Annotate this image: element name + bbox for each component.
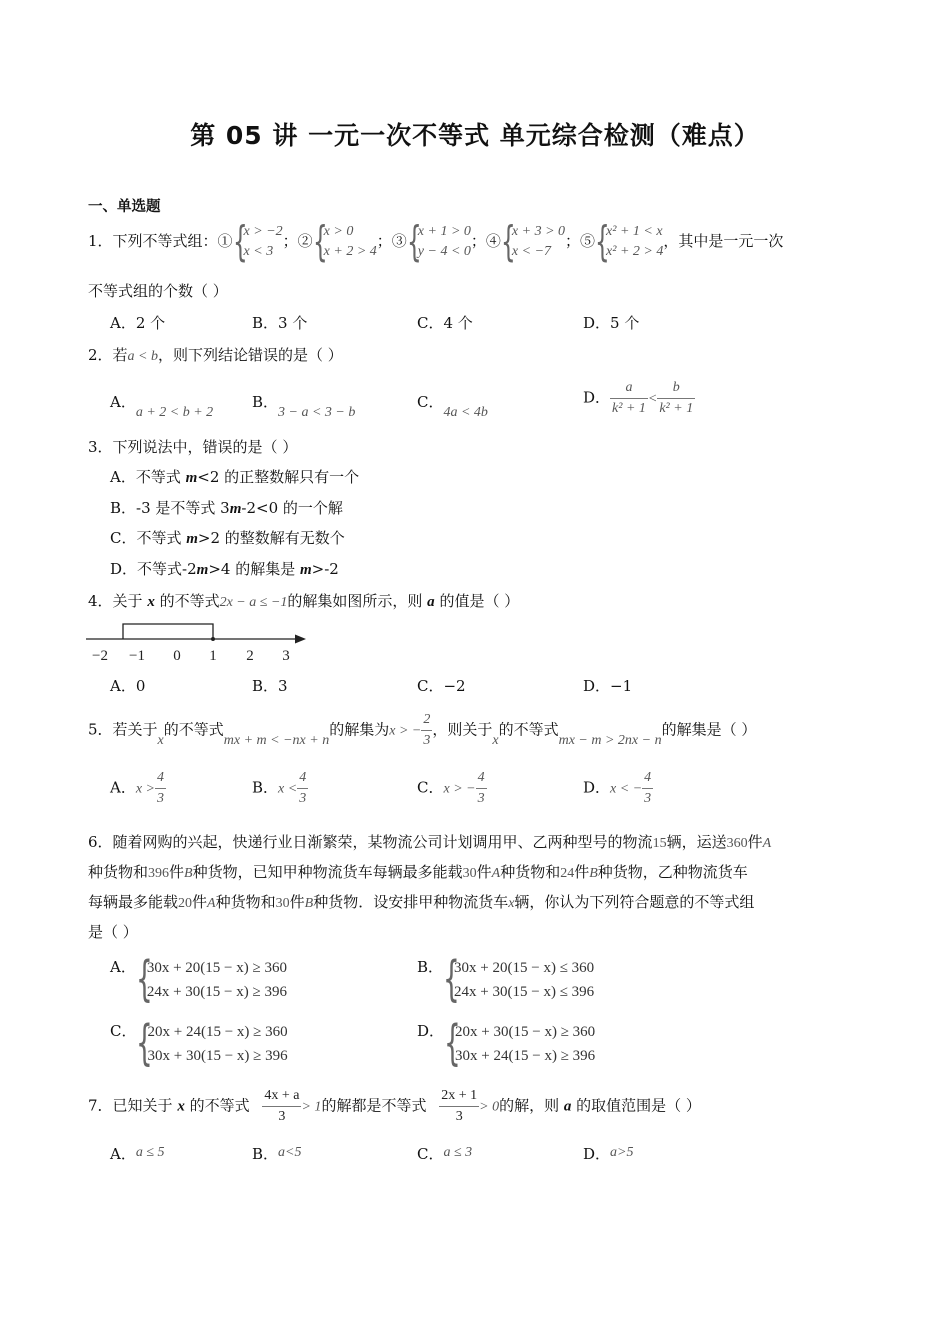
- q7-option-a[interactable]: A．a ≤ 5: [110, 1145, 165, 1163]
- q6-option-d[interactable]: D． { 20x + 30(15 − x) ≥ 360 30x + 24(15 − x) ≥ 396: [417, 1015, 596, 1071]
- q2-option-b[interactable]: B．3 − a < 3 − b: [252, 393, 356, 420]
- q6-option-b[interactable]: B． { 30x + 20(15 − x) ≤ 360 24x + 30(15 − x) ≤ 396: [417, 951, 595, 1007]
- q5-option-c[interactable]: C．x > − $\frac{4}{3}$: [417, 768, 487, 809]
- question-6-line-2: 种货物和396件B种货物，已知甲种物流货车每辆最多能载30件A种货物和24件B种货物，乙种物流货车: [88, 863, 748, 881]
- tick-label: 1: [209, 648, 217, 664]
- q1-option-d[interactable]: D．5 个: [583, 314, 640, 332]
- q7-option-b[interactable]: B．a<5: [252, 1145, 302, 1163]
- q7-option-d[interactable]: D．a>5: [583, 1145, 634, 1163]
- q5-option-b[interactable]: B．x < $\frac{4}{3}$: [252, 768, 308, 809]
- tick-label: 2: [246, 648, 254, 664]
- q1-system-2: { x > 0 x + 2 > 4: [312, 217, 377, 266]
- q2-option-d[interactable]: D． $\frac{a}{\text{k² + 1}}$ < $\frac{b}{\text{k² + 1}}$: [583, 378, 695, 419]
- q2-option-c[interactable]: C．4a < 4b: [417, 393, 488, 420]
- number-line-arrow: [295, 635, 306, 644]
- section-heading: 一、单选题: [88, 199, 161, 215]
- q5-option-a[interactable]: A．x > $\frac{4}{3}$: [110, 768, 166, 809]
- q6-option-a[interactable]: A． { 30x + 20(15 − x) ≥ 360 24x + 30(15 − x) ≥ 396: [110, 951, 287, 1007]
- q1-system-5: { x² + 1 < x x² + 2 > 4: [595, 217, 664, 266]
- q4-option-c[interactable]: C．−2: [417, 677, 466, 695]
- page-title: 第 05 讲 一元一次不等式 单元综合检测（难点）: [190, 121, 760, 150]
- question-1-stem: 1．下列不等式组：① { x > −2 x < 3 ；② { x > 0 x + 2 > 4 ；③ { x + 1 > 0 y − 4 < 0 ；④ { x + 3 > 0 x < −7 ；⑤ { x² + 1 < x x² + 2 > 4 ，其中是一元一次: [88, 217, 784, 266]
- q2-option-a[interactable]: A．a + 2 < b + 2: [110, 393, 214, 420]
- question-2-stem: 2．若a < b，则下列结论错误的是（ ）: [88, 346, 343, 364]
- q1-system-4: { x + 3 > 0 x < −7: [500, 217, 566, 266]
- q1-option-c[interactable]: C．4 个: [417, 314, 473, 332]
- q6-option-c[interactable]: C． { 20x + 24(15 − x) ≥ 360 30x + 30(15 − x) ≥ 396: [110, 1015, 288, 1071]
- number-line: [86, 618, 316, 668]
- q1-option-b[interactable]: B．3 个: [252, 314, 308, 332]
- q1-option-a[interactable]: A．2 个: [110, 314, 166, 332]
- q3-option-c[interactable]: C．不等式 m>2 的整数解有无数个: [110, 529, 345, 547]
- q3-option-d[interactable]: D．不等式-2m>4 的解集是 m>-2: [110, 560, 339, 578]
- tick-label: 0: [173, 648, 181, 664]
- q4-option-a[interactable]: A．0: [110, 677, 146, 695]
- q7-option-c[interactable]: C．a ≤ 3: [417, 1145, 473, 1163]
- q1-system-3: { x + 1 > 0 y − 4 < 0: [406, 217, 471, 266]
- question-6-line-4: 是（ ）: [88, 923, 138, 941]
- question-6-line-1: 6．随着网购的兴起，快递行业日渐繁荣，某物流公司计划调用甲、乙两种型号的物流15辆，运送360件A: [88, 833, 772, 851]
- q4-option-b[interactable]: B．3: [252, 677, 288, 695]
- question-7-stem: 7．已知关于 x 的不等式 $\frac{4x + a}{3}$ > 1的解都是不等式 $\frac{2x + 1}{3}$ > 0的解，则 a 的取值范围是（ ）: [88, 1086, 701, 1127]
- q3-option-a[interactable]: A．不等式 m<2 的正整数解只有一个: [110, 468, 360, 486]
- question-1-stem-cont: 不等式组的个数（ ）: [88, 282, 228, 300]
- question-3-stem: 3．下列说法中，错误的是（ ）: [88, 438, 298, 456]
- tick-label: 3: [282, 648, 290, 664]
- solution-set-bracket: [123, 624, 213, 639]
- q4-option-d[interactable]: D．−1: [583, 677, 633, 695]
- solution-endpoint: [211, 637, 215, 641]
- tick-label: −2: [92, 648, 108, 664]
- question-6-line-3: 每辆最多能载20件A种货物和30件B种货物．设安排甲种物流货车x辆，你认为下列符合题意的不等式组: [88, 893, 755, 911]
- tick-label: −1: [129, 648, 145, 664]
- question-4-stem: 4．关于 x 的不等式2x − a ≤ −1的解集如图所示，则 a 的值是（ ）: [88, 592, 520, 610]
- q1-system-1: { x > −2 x < 3: [232, 217, 283, 266]
- q3-option-b[interactable]: B．-3 是不等式 3m-2<0 的一个解: [110, 499, 343, 517]
- q5-option-d[interactable]: D．x < − $\frac{4}{3}$: [583, 768, 653, 809]
- question-5-stem: 5．若关于x的不等式mx + m < −nx + n的解集为x > − $\frac{2}{3}$ ，则关于x的不等式mx − m > 2nx − n的解集是（ ）: [88, 710, 756, 751]
